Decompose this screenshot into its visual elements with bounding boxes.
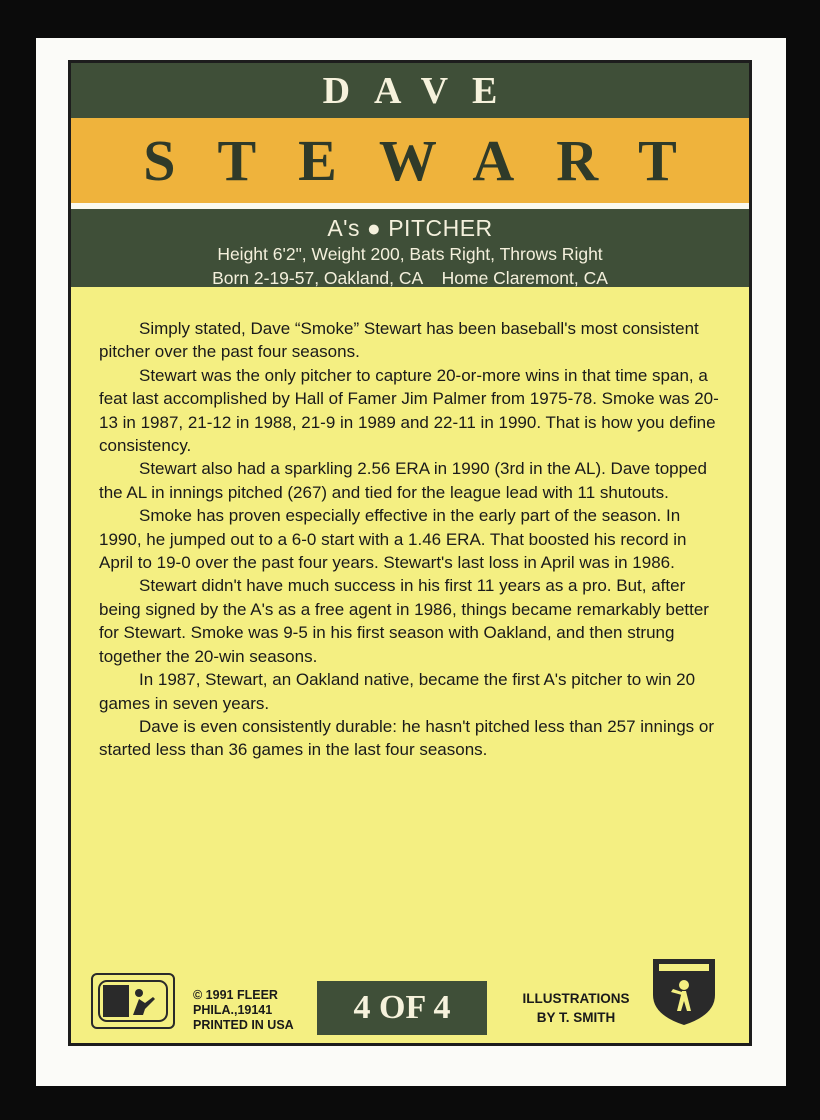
copyright-line: PHILA.,19141 bbox=[193, 1003, 273, 1017]
team-position: A's ● PITCHER bbox=[327, 215, 493, 241]
player-info-band bbox=[71, 209, 749, 287]
players-association-logo-icon bbox=[649, 955, 719, 1027]
bio-paragraph: Smoke has proven especially effective in the early part of the season. In 1990, he jumped out to a 6-0 start with a 1.46 ERA. That boosted his record in April to 19-0 over the past four years. Stewart's last loss in April was in 1986. bbox=[99, 506, 687, 573]
copyright-line: PRINTED IN USA bbox=[193, 1018, 294, 1032]
copyright-line: © 1991 FLEER bbox=[193, 988, 278, 1002]
credit-line: ILLUSTRATIONS bbox=[522, 991, 630, 1006]
illustration-credit bbox=[511, 989, 641, 1027]
bio-paragraph: Simply stated, Dave “Smoke” Stewart has been baseball's most consistent pitcher over the past four seasons. bbox=[99, 319, 699, 362]
last-name: STEWART bbox=[143, 128, 719, 193]
bio-paragraph: In 1987, Stewart, an Oakland native, became the first A's pitcher to win 20 games in seven years. bbox=[99, 670, 696, 713]
bio-text bbox=[99, 317, 719, 762]
bio-paragraph: Stewart was the only pitcher to capture 20-or-more wins in that time span, a feat last accomplished by Hall of Famer Jim Palmer from 1975-78. Smoke was 20-13 in 1987, 21-12 in 1988, 21-9 in 1989 and 22-11 in 1990. That is how you define consistency. bbox=[99, 365, 719, 456]
first-name: DAVE bbox=[322, 69, 522, 112]
bio-paragraph: Stewart didn't have much success in his first 11 years as a pro. But, after being signed by the A's as a free agent in 1986, things became remarkably better for Stewart. Smoke was 9-5 in his first season with Oakland, and then strung together the 20-win seasons. bbox=[99, 576, 709, 666]
mlb-logo-icon bbox=[91, 973, 175, 1029]
bio-paragraph: Stewart also had a sparkling 2.56 ERA in 1990 (3rd in the AL). Dave topped the AL in innings pitched (267) and tied for the league lead with 11 shutouts. bbox=[99, 459, 707, 502]
card-number: 4 OF 4 bbox=[317, 981, 487, 1035]
first-name-band bbox=[71, 63, 749, 118]
card-panel bbox=[68, 60, 752, 1046]
vitals-line: Height 6'2", Weight 200, Bats Right, Throws Right bbox=[217, 244, 603, 264]
copyright-notice bbox=[193, 988, 323, 1033]
credit-line: BY T. SMITH bbox=[536, 1010, 616, 1025]
last-name-band bbox=[71, 118, 749, 203]
birth-home-line: Born 2-19-57, Oakland, CA Home Claremont, CA bbox=[212, 268, 608, 288]
bio-paragraph: Dave is even consistently durable: he hasn't pitched less than 257 innings or started less than 36 games in the last four seasons. bbox=[99, 716, 714, 760]
baseball-card-back bbox=[36, 38, 786, 1086]
